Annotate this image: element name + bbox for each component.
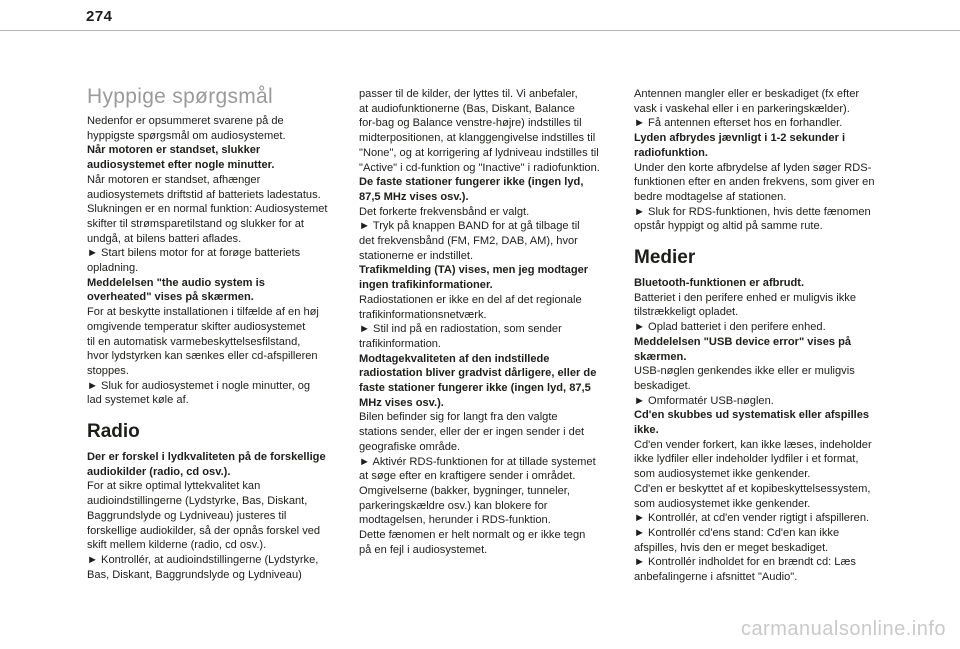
answer-line: Dette fænomen er helt normalt og er ikke tegn — [359, 529, 586, 542]
answer-line: ► Aktivér RDS-funktionen for at tillade systemet — [359, 455, 596, 468]
answer-line: som audiosystemet ikke genkender. — [634, 468, 811, 481]
page-number: 274 — [86, 8, 113, 25]
answer-line: ► Start bilens motor for at forøge batteriets — [87, 247, 301, 260]
faq-block-antenna — [634, 87, 896, 234]
answer-line: audioindstillingerne (Lydstyrke, Bas, Diskant, — [87, 495, 308, 508]
answer-line: stoppes. — [87, 364, 129, 377]
answer-line: Radiostationen er ikke en del af det regionale — [359, 293, 582, 306]
answer-line: for-bag og Balance venstre-højre) indstilles til — [359, 117, 582, 130]
question-line: Modtagekvaliteten af den indstillede — [359, 352, 550, 365]
answer-line: ► Sluk for RDS-funktionen, hvis dette fænomen — [634, 205, 871, 218]
answer-line: trafikinformationsnetværk. — [359, 308, 487, 321]
question-line: ingen trafikinformationer. — [359, 279, 493, 292]
question-line: ikke. — [634, 424, 659, 437]
answer-line: audiosystemets driftstid af batteriets ladestatus. — [87, 188, 321, 201]
column-3 — [634, 87, 896, 585]
question-line: Bluetooth-funktionen er afbrudt. — [634, 277, 805, 290]
answer-line: passer til de kilder, der lyttes til. Vi anbefaler, — [359, 88, 578, 100]
question-line: overheated" vises på skærmen. — [87, 291, 254, 304]
answer-line: Bas, Diskant, Baggrundslyde og Lydniveau) — [87, 568, 302, 581]
question-line: Der er forskel i lydkvaliteten på de forskellige — [87, 451, 326, 464]
answer-line: ► Omformatér USB-nøglen. — [634, 394, 774, 407]
answer-line: Omgivelserne (bakker, bygninger, tunneler, — [359, 484, 570, 497]
question-line: audiosystemet efter nogle minutter. — [87, 159, 275, 172]
answer-line: Slukningen er en normal funktion: Audiosystemet — [87, 203, 328, 216]
answer-line: afspilles, hvis den er meget beskadiget. — [634, 541, 829, 554]
answer-line: ► Få antennen efterset hos en forhandler. — [634, 117, 843, 130]
answer-line: opladning. — [87, 262, 139, 275]
question-line: audiokilder (radio, cd osv.). — [87, 465, 231, 478]
answer-line: "Active" i cd-funktion og "Inactive" i radiofunktion. — [359, 161, 600, 174]
answer-line: modtagelsen, herunder i RDS-funktion. — [359, 514, 551, 527]
faq-block-radio — [359, 87, 621, 558]
answer-line: lad systemet køle af. — [87, 394, 189, 407]
question-line: De faste stationer fungerer ikke (ingen lyd, — [359, 176, 584, 189]
faq-block-media — [634, 276, 896, 585]
answer-line: trafikinformation. — [359, 337, 442, 350]
question-line: Når motoren er standset, slukker — [87, 144, 261, 157]
answer-line: ► Kontrollér indholdet for en brændt cd: Læs — [634, 556, 856, 569]
answer-line: skifter til strømsparetilstand og slukker for at — [87, 217, 305, 230]
answer-line: stationerne er indstillet. — [359, 249, 474, 262]
question-line: faste stationer fungerer ikke (ingen lyd, 87,5 — [359, 382, 591, 395]
answer-line: skift mellem kilderne (radio, cd osv.). — [87, 539, 267, 552]
answer-line: geografiske område. — [359, 440, 461, 453]
answer-line: vask i vaskehal eller i en parkeringskælder). — [634, 102, 850, 115]
answer-line: ► Kontrollér, at cd'en vender rigtigt i afspilleren. — [634, 512, 870, 525]
answer-line: som audiosystemet ikke genkender. — [634, 497, 811, 510]
answer-line: at audiofunktionerne (Bas, Diskant, Balance — [359, 102, 575, 115]
top-divider — [0, 30, 960, 31]
answer-line: For at beskytte installationen i tilfælde af en høj — [87, 306, 319, 319]
answer-line: forskellige audiokilder, så der opnås forskel ved — [87, 524, 321, 537]
section-title-media: Medier — [634, 247, 696, 269]
answer-line: at søge efter en kraftigere sender i området. — [359, 470, 576, 483]
answer-line: ► Oplad batteriet i den perifere enhed. — [634, 321, 826, 334]
answer-line: ikke lydfiler eller indeholder lydfiler i et format, — [634, 453, 859, 466]
column-1 — [87, 84, 349, 582]
question-line: MHz vises osv.). — [359, 396, 444, 409]
answer-line: Cd'en vender forkert, kan ikke læses, indeholder — [634, 438, 872, 451]
answer-line: ► Kontrollér, at audioindstillingerne (Lydstyrke, — [87, 553, 319, 566]
answer-line: midterpositionen, at klanggengivelse indstilles til — [359, 132, 596, 145]
answer-line: USB-nøglen genkendes ikke eller er muligvis — [634, 365, 855, 378]
answer-line: For at sikre optimal lyttekvalitet kan — [87, 480, 261, 493]
question-line: Cd'en skubbes ud systematisk eller afspilles — [634, 409, 870, 422]
answer-line: Det forkerte frekvensbånd er valgt. — [359, 205, 530, 218]
answer-line: stations sender, eller der er ingen sender i det — [359, 426, 585, 439]
question-line: Lyden afbrydes jævnligt i 1-2 sekunder i — [634, 132, 846, 145]
answer-line: det frekvensbånd (FM, FM2, DAB, AM), hvor — [359, 235, 578, 248]
answer-line: til en automatisk varmebeskyttelsesfilstand, — [87, 335, 301, 348]
answer-line: ► Kontrollér cd'ens stand: Cd'en kan ikke — [634, 526, 840, 539]
faq-block-engine-audio — [87, 143, 349, 408]
answer-line: Cd'en er beskyttet af et kopibeskyttelsessystem, — [634, 482, 871, 495]
question-line: skærmen. — [634, 350, 687, 363]
answer-line: funktionen efter en anden frekvens, som giver en — [634, 176, 875, 189]
question-line: Meddelelsen "USB device error" vises på — [634, 335, 852, 348]
answer-line: parkeringskældre osv.) kan blokere for — [359, 499, 548, 512]
answer-line: opstår hyppigt og altid på samme rute. — [634, 220, 823, 233]
question-line: Trafikmelding (TA) vises, men jeg modtager — [359, 264, 589, 277]
text-line: hyppigste spørgsmål om audiosystemet. — [87, 129, 286, 142]
answer-line: omgivende temperatur skifter audiosystemet — [87, 320, 306, 333]
answer-line: hvor lydstyrken kan sænkes eller cd-afspilleren — [87, 350, 318, 363]
answer-line: "None", og at korrigering af lydniveau indstilles til — [359, 146, 599, 159]
answer-line: tilstrækkeligt opladet. — [634, 306, 739, 319]
question-line: Meddelelsen "the audio system is — [87, 276, 265, 289]
answer-line: beskadiget. — [634, 379, 691, 392]
answer-line: bedre modtagelse af stationen. — [634, 190, 787, 203]
text-line: Nedenfor er opsummeret svarene på de — [87, 115, 284, 127]
answer-line: undgå, at bilens batteri aflades. — [87, 232, 242, 245]
answer-line: Batteriet i den perifere enhed er muligvis ikke — [634, 291, 856, 304]
question-line: 87,5 MHz vises osv.). — [359, 190, 469, 203]
answer-line: Bilen befinder sig for langt fra den valgte — [359, 411, 558, 424]
watermark-text: carmanualsonline.info — [740, 618, 946, 640]
page-title: Hyppige spørgsmål — [87, 85, 273, 108]
answer-line: anbefalingerne i afsnittet "Audio". — [634, 571, 798, 584]
answer-line: Baggrundslyde og Lydniveau) justeres til — [87, 509, 287, 522]
intro-text — [87, 114, 349, 143]
answer-line: ► Sluk for audiosystemet i nogle minutter, og — [87, 379, 311, 392]
question-line: radiofunktion. — [634, 146, 708, 159]
answer-line: Antennen mangler eller er beskadiget (fx efter — [634, 88, 860, 100]
question-line: radiostation bliver gradvist dårligere, eller de — [359, 367, 597, 380]
answer-line: Når motoren er standset, afhænger — [87, 173, 261, 186]
column-2 — [359, 87, 621, 558]
section-title-radio: Radio — [87, 421, 140, 443]
answer-line: ► Tryk på knappen BAND for at gå tilbage til — [359, 220, 580, 233]
faq-block-radio-start — [87, 450, 349, 582]
answer-line: Under den korte afbrydelse af lyden søger RDS- — [634, 161, 872, 174]
answer-line: på en fejl i audiosystemet. — [359, 543, 488, 556]
answer-line: ► Stil ind på en radiostation, som sender — [359, 323, 562, 336]
